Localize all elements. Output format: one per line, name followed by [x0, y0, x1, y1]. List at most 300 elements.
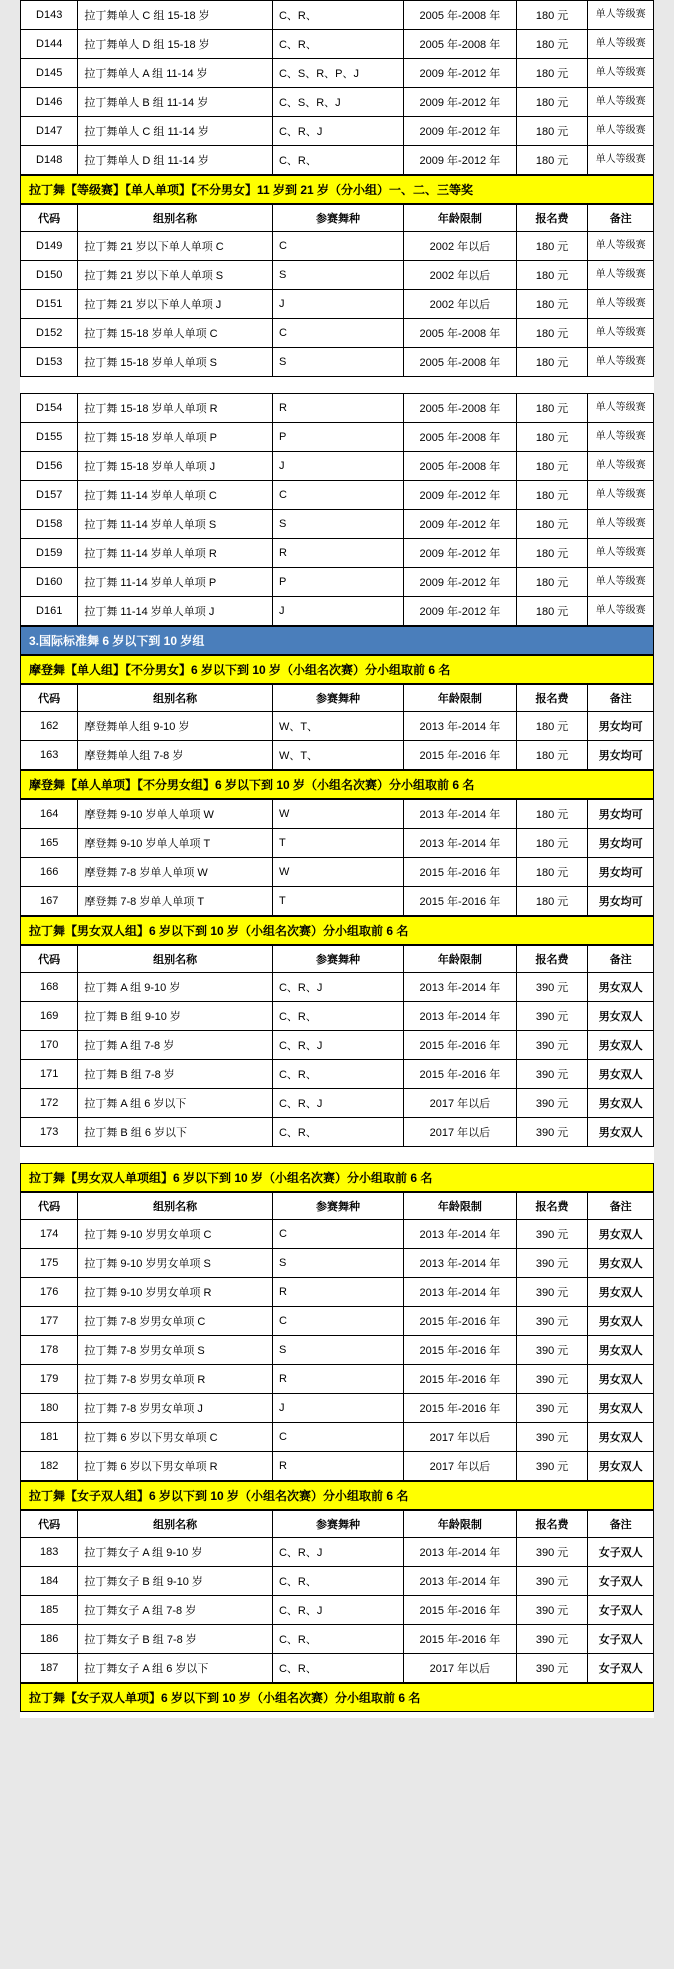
cell-name: 拉丁舞女子 A 组 7-8 岁 [78, 1596, 273, 1625]
cell-code: D159 [21, 539, 78, 568]
table-row [21, 1002, 654, 1031]
cell-code: D154 [21, 394, 78, 423]
col-dance: 参赛舞种 [272, 1193, 403, 1220]
cell-fee: 390 元 [516, 1365, 588, 1394]
table-header-row [21, 946, 654, 973]
cell-name: 拉丁舞 9-10 岁男女单项 R [78, 1278, 273, 1307]
cell-fee: 180 元 [516, 568, 588, 597]
cell-age: 2017 年以后 [404, 1452, 517, 1481]
table-row [21, 1452, 654, 1481]
cell-code: D143 [21, 1, 78, 30]
col-code: 代码 [21, 1193, 78, 1220]
cell-name: 拉丁舞 9-10 岁男女单项 S [78, 1249, 273, 1278]
cell-note: 单人等级赛 [588, 423, 654, 452]
banner-text: 摩登舞【单人单项】【不分男女组】6 岁以下到 10 岁（小组名次赛）分小组取前 6 名 [21, 771, 654, 799]
table-row [21, 1423, 654, 1452]
cell-code: 174 [21, 1220, 78, 1249]
cell-fee: 390 元 [516, 1452, 588, 1481]
cell-name: 拉丁舞 A 组 6 岁以下 [78, 1089, 273, 1118]
table-row [21, 568, 654, 597]
cell-age: 2005 年-2008 年 [404, 348, 517, 377]
cell-age: 2009 年-2012 年 [404, 481, 517, 510]
cell-code: D150 [21, 261, 78, 290]
table-latin-pair [20, 945, 654, 1147]
cell-code: D149 [21, 232, 78, 261]
banner-latin-grade-single [20, 175, 654, 204]
col-note: 备注 [588, 205, 654, 232]
cell-name: 拉丁舞 15-18 岁单人单项 S [78, 348, 273, 377]
col-note: 备注 [588, 1511, 654, 1538]
cell-note: 女子双人 [588, 1625, 654, 1654]
section-title-bar [20, 626, 654, 655]
cell-fee: 180 元 [516, 858, 588, 887]
cell-note: 单人等级赛 [588, 510, 654, 539]
cell-fee: 390 元 [516, 1394, 588, 1423]
cell-name: 拉丁舞单人 A 组 11-14 岁 [78, 59, 273, 88]
cell-name: 拉丁舞 15-18 岁单人单项 R [78, 394, 273, 423]
table-row [21, 858, 654, 887]
cell-name: 摩登舞单人组 9-10 岁 [78, 712, 273, 741]
col-code: 代码 [21, 946, 78, 973]
cell-dance: C [272, 1423, 403, 1452]
table-row [21, 232, 654, 261]
cell-code: 176 [21, 1278, 78, 1307]
table-header-row [21, 1511, 654, 1538]
cell-name: 拉丁舞女子 A 组 9-10 岁 [78, 1538, 273, 1567]
cell-age: 2015 年-2016 年 [404, 1307, 517, 1336]
cell-code: 182 [21, 1452, 78, 1481]
cell-code: D145 [21, 59, 78, 88]
cell-dance: C、R、 [272, 1654, 403, 1683]
cell-name: 拉丁舞 7-8 岁男女单项 J [78, 1394, 273, 1423]
cell-note: 男女均可 [588, 741, 654, 770]
banner-latin-female [20, 1481, 654, 1510]
table-row [21, 1336, 654, 1365]
cell-code: D160 [21, 568, 78, 597]
cell-dance: C [272, 1307, 403, 1336]
cell-note: 女子双人 [588, 1654, 654, 1683]
table-modern-group [20, 684, 654, 770]
cell-note: 单人等级赛 [588, 1, 654, 30]
col-name: 组别名称 [78, 1193, 273, 1220]
table-row [21, 1249, 654, 1278]
banner-text: 拉丁舞【男女双人单项组】6 岁以下到 10 岁（小组名次赛）分小组取前 6 名 [21, 1164, 654, 1192]
cell-dance: P [272, 568, 403, 597]
table-row [21, 1567, 654, 1596]
cell-fee: 180 元 [516, 481, 588, 510]
cell-name: 拉丁舞 7-8 岁男女单项 S [78, 1336, 273, 1365]
cell-fee: 390 元 [516, 1278, 588, 1307]
cell-name: 拉丁舞 21 岁以下单人单项 C [78, 232, 273, 261]
cell-note: 男女均可 [588, 800, 654, 829]
cell-dance: C、R、 [272, 1, 403, 30]
cell-code: 166 [21, 858, 78, 887]
cell-name: 拉丁舞 6 岁以下男女单项 R [78, 1452, 273, 1481]
cell-fee: 390 元 [516, 1654, 588, 1683]
banner-text: 拉丁舞【男女双人组】6 岁以下到 10 岁（小组名次赛）分小组取前 6 名 [21, 917, 654, 945]
cell-age: 2009 年-2012 年 [404, 59, 517, 88]
cell-dance: R [272, 1278, 403, 1307]
cell-name: 拉丁舞 11-14 岁单人单项 J [78, 597, 273, 626]
cell-fee: 390 元 [516, 1118, 588, 1147]
table-single-b [20, 393, 654, 626]
cell-age: 2015 年-2016 年 [404, 858, 517, 887]
cell-fee: 390 元 [516, 1538, 588, 1567]
table-row [21, 1307, 654, 1336]
cell-dance: C、R、 [272, 1625, 403, 1654]
cell-fee: 390 元 [516, 1423, 588, 1452]
cell-note: 单人等级赛 [588, 319, 654, 348]
banner-modern-group [20, 655, 654, 684]
col-age: 年龄限制 [404, 685, 517, 712]
cell-age: 2009 年-2012 年 [404, 597, 517, 626]
cell-dance: W、T、 [272, 712, 403, 741]
cell-age: 2009 年-2012 年 [404, 568, 517, 597]
cell-name: 拉丁舞 A 组 7-8 岁 [78, 1031, 273, 1060]
cell-fee: 180 元 [516, 348, 588, 377]
cell-dance: C、R、J [272, 1089, 403, 1118]
cell-dance: C、R、J [272, 973, 403, 1002]
table-row [21, 1118, 654, 1147]
table-row [21, 741, 654, 770]
col-code: 代码 [21, 205, 78, 232]
cell-age: 2013 年-2014 年 [404, 1249, 517, 1278]
cell-name: 拉丁舞 15-18 岁单人单项 P [78, 423, 273, 452]
col-code: 代码 [21, 685, 78, 712]
cell-name: 拉丁舞 15-18 岁单人单项 C [78, 319, 273, 348]
cell-fee: 390 元 [516, 1625, 588, 1654]
cell-name: 拉丁舞单人 C 组 11-14 岁 [78, 117, 273, 146]
cell-note: 男女均可 [588, 858, 654, 887]
cell-dance: S [272, 510, 403, 539]
cell-age: 2013 年-2014 年 [404, 1538, 517, 1567]
col-note: 备注 [588, 685, 654, 712]
cell-name: 拉丁舞 9-10 岁男女单项 C [78, 1220, 273, 1249]
table-row [21, 887, 654, 916]
cell-code: 167 [21, 887, 78, 916]
cell-name: 拉丁舞 7-8 岁男女单项 C [78, 1307, 273, 1336]
cell-code: D151 [21, 290, 78, 319]
cell-note: 单人等级赛 [588, 348, 654, 377]
table-row [21, 1365, 654, 1394]
cell-code: 175 [21, 1249, 78, 1278]
cell-fee: 180 元 [516, 597, 588, 626]
cell-dance: R [272, 1452, 403, 1481]
cell-note: 男女双人 [588, 1336, 654, 1365]
cell-code: 183 [21, 1538, 78, 1567]
cell-code: 184 [21, 1567, 78, 1596]
col-fee: 报名费 [516, 685, 588, 712]
cell-code: 185 [21, 1596, 78, 1625]
cell-name: 拉丁舞 A 组 9-10 岁 [78, 973, 273, 1002]
cell-name: 拉丁舞 11-14 岁单人单项 R [78, 539, 273, 568]
cell-fee: 390 元 [516, 1567, 588, 1596]
table-row [21, 452, 654, 481]
cell-dance: C、S、R、P、J [272, 59, 403, 88]
cell-dance: J [272, 452, 403, 481]
table-header-row [21, 685, 654, 712]
table-row [21, 59, 654, 88]
cell-dance: R [272, 539, 403, 568]
spacer-table [20, 377, 654, 393]
cell-dance: J [272, 1394, 403, 1423]
cell-note: 单人等级赛 [588, 568, 654, 597]
cell-note: 男女双人 [588, 1423, 654, 1452]
table-row [21, 88, 654, 117]
table-single-a [20, 204, 654, 377]
cell-dance: C [272, 232, 403, 261]
col-fee: 报名费 [516, 1511, 588, 1538]
cell-fee: 180 元 [516, 30, 588, 59]
col-age: 年龄限制 [404, 1193, 517, 1220]
cell-code: 186 [21, 1625, 78, 1654]
cell-note: 男女双人 [588, 973, 654, 1002]
cell-name: 拉丁舞 B 组 9-10 岁 [78, 1002, 273, 1031]
col-dance: 参赛舞种 [272, 946, 403, 973]
col-fee: 报名费 [516, 1193, 588, 1220]
cell-code: 172 [21, 1089, 78, 1118]
banner-latin-pair [20, 916, 654, 945]
cell-name: 拉丁舞女子 B 组 9-10 岁 [78, 1567, 273, 1596]
cell-fee: 180 元 [516, 1, 588, 30]
table-row [21, 1394, 654, 1423]
cell-age: 2009 年-2012 年 [404, 88, 517, 117]
col-dance: 参赛舞种 [272, 205, 403, 232]
cell-age: 2005 年-2008 年 [404, 452, 517, 481]
spacer-cell [20, 1147, 654, 1163]
cell-name: 拉丁舞 6 岁以下男女单项 C [78, 1423, 273, 1452]
banner-text: 拉丁舞【女子双人单项】6 岁以下到 10 岁（小组名次赛）分小组取前 6 名 [21, 1684, 654, 1712]
cell-code: D156 [21, 452, 78, 481]
cell-dance: C、R、 [272, 30, 403, 59]
cell-note: 单人等级赛 [588, 30, 654, 59]
cell-fee: 180 元 [516, 261, 588, 290]
cell-fee: 390 元 [516, 1220, 588, 1249]
cell-note: 单人等级赛 [588, 539, 654, 568]
cell-note: 男女双人 [588, 1249, 654, 1278]
cell-fee: 180 元 [516, 319, 588, 348]
cell-age: 2015 年-2016 年 [404, 1336, 517, 1365]
cell-note: 男女双人 [588, 1002, 654, 1031]
table-row [21, 1625, 654, 1654]
col-age: 年龄限制 [404, 1511, 517, 1538]
col-age: 年龄限制 [404, 946, 517, 973]
cell-age: 2013 年-2014 年 [404, 1220, 517, 1249]
cell-note: 男女双人 [588, 1452, 654, 1481]
section-title: 3.国际标准舞 6 岁以下到 10 岁组 [21, 627, 654, 655]
table-row [21, 973, 654, 1002]
cell-fee: 180 元 [516, 741, 588, 770]
cell-dance: C [272, 319, 403, 348]
cell-name: 拉丁舞 15-18 岁单人单项 J [78, 452, 273, 481]
cell-name: 拉丁舞单人 B 组 11-14 岁 [78, 88, 273, 117]
cell-fee: 390 元 [516, 1031, 588, 1060]
cell-age: 2005 年-2008 年 [404, 394, 517, 423]
banner-modern-single [20, 770, 654, 799]
cell-note: 单人等级赛 [588, 232, 654, 261]
cell-fee: 180 元 [516, 452, 588, 481]
cell-note: 男女双人 [588, 1365, 654, 1394]
cell-code: D148 [21, 146, 78, 175]
cell-code: 177 [21, 1307, 78, 1336]
table-row [21, 394, 654, 423]
cell-fee: 390 元 [516, 1089, 588, 1118]
cell-note: 男女均可 [588, 887, 654, 916]
banner-text: 摩登舞【单人组】【不分男女】6 岁以下到 10 岁（小组名次赛）分小组取前 6 名 [21, 656, 654, 684]
cell-fee: 180 元 [516, 146, 588, 175]
cell-fee: 390 元 [516, 1336, 588, 1365]
cell-dance: C、R、J [272, 1538, 403, 1567]
cell-age: 2013 年-2014 年 [404, 712, 517, 741]
cell-note: 女子双人 [588, 1596, 654, 1625]
table-row [21, 348, 654, 377]
cell-age: 2015 年-2016 年 [404, 741, 517, 770]
cell-age: 2002 年以后 [404, 290, 517, 319]
cell-fee: 180 元 [516, 394, 588, 423]
cell-age: 2015 年-2016 年 [404, 1596, 517, 1625]
cell-age: 2013 年-2014 年 [404, 1278, 517, 1307]
cell-dance: C [272, 1220, 403, 1249]
cell-fee: 390 元 [516, 1249, 588, 1278]
col-name: 组别名称 [78, 1511, 273, 1538]
cell-note: 男女双人 [588, 1220, 654, 1249]
cell-code: D144 [21, 30, 78, 59]
cell-code: D152 [21, 319, 78, 348]
col-fee: 报名费 [516, 946, 588, 973]
cell-fee: 390 元 [516, 1002, 588, 1031]
table-row [21, 1031, 654, 1060]
cell-age: 2013 年-2014 年 [404, 1002, 517, 1031]
col-dance: 参赛舞种 [272, 1511, 403, 1538]
cell-fee: 180 元 [516, 290, 588, 319]
table-row [21, 1220, 654, 1249]
cell-name: 摩登舞 7-8 岁单人单项 W [78, 858, 273, 887]
cell-note: 单人等级赛 [588, 452, 654, 481]
spacer-cell [20, 377, 654, 393]
cell-age: 2005 年-2008 年 [404, 423, 517, 452]
cell-fee: 180 元 [516, 712, 588, 741]
cell-note: 单人等级赛 [588, 290, 654, 319]
cell-age: 2013 年-2014 年 [404, 973, 517, 1002]
cell-note: 女子双人 [588, 1538, 654, 1567]
cell-code: D155 [21, 423, 78, 452]
cell-code: D146 [21, 88, 78, 117]
cell-age: 2015 年-2016 年 [404, 1031, 517, 1060]
cell-dance: C、R、 [272, 1060, 403, 1089]
col-note: 备注 [588, 946, 654, 973]
cell-dance: C、R、 [272, 1567, 403, 1596]
cell-dance: C [272, 481, 403, 510]
cell-fee: 180 元 [516, 887, 588, 916]
cell-age: 2013 年-2014 年 [404, 829, 517, 858]
col-note: 备注 [588, 1193, 654, 1220]
cell-code: D161 [21, 597, 78, 626]
cell-code: 181 [21, 1423, 78, 1452]
cell-dance: W、T、 [272, 741, 403, 770]
cell-code: 171 [21, 1060, 78, 1089]
col-dance: 参赛舞种 [272, 685, 403, 712]
cell-dance: S [272, 1336, 403, 1365]
cell-name: 拉丁舞 11-14 岁单人单项 P [78, 568, 273, 597]
cell-fee: 180 元 [516, 539, 588, 568]
cell-note: 男女双人 [588, 1278, 654, 1307]
cell-dance: C、R、 [272, 1118, 403, 1147]
table-row [21, 1089, 654, 1118]
table-row [21, 1, 654, 30]
cell-code: D147 [21, 117, 78, 146]
banner-latin-pair-single [20, 1163, 654, 1192]
cell-age: 2005 年-2008 年 [404, 30, 517, 59]
cell-name: 摩登舞单人组 7-8 岁 [78, 741, 273, 770]
cell-dance: C、R、 [272, 146, 403, 175]
cell-note: 男女双人 [588, 1060, 654, 1089]
cell-name: 拉丁舞 11-14 岁单人单项 C [78, 481, 273, 510]
cell-name: 拉丁舞 7-8 岁男女单项 R [78, 1365, 273, 1394]
table-row [21, 539, 654, 568]
cell-dance: J [272, 597, 403, 626]
cell-fee: 180 元 [516, 423, 588, 452]
cell-dance: S [272, 261, 403, 290]
cell-age: 2013 年-2014 年 [404, 800, 517, 829]
cell-note: 男女双人 [588, 1307, 654, 1336]
cell-name: 摩登舞 7-8 岁单人单项 T [78, 887, 273, 916]
banner-latin-female-single [20, 1683, 654, 1712]
cell-dance: C、R、 [272, 1002, 403, 1031]
cell-note: 女子双人 [588, 1567, 654, 1596]
table-latin-female [20, 1510, 654, 1683]
cell-dance: T [272, 829, 403, 858]
cell-fee: 180 元 [516, 232, 588, 261]
table-row [21, 1538, 654, 1567]
cell-dance: C、R、J [272, 1596, 403, 1625]
col-fee: 报名费 [516, 205, 588, 232]
cell-age: 2009 年-2012 年 [404, 117, 517, 146]
table-top-rows [20, 0, 654, 175]
cell-age: 2005 年-2008 年 [404, 1, 517, 30]
cell-fee: 390 元 [516, 1307, 588, 1336]
cell-dance: C、R、J [272, 117, 403, 146]
cell-name: 拉丁舞单人 C 组 15-18 岁 [78, 1, 273, 30]
cell-note: 单人等级赛 [588, 88, 654, 117]
cell-fee: 180 元 [516, 510, 588, 539]
cell-note: 男女均可 [588, 712, 654, 741]
cell-note: 男女双人 [588, 1394, 654, 1423]
cell-note: 男女双人 [588, 1089, 654, 1118]
cell-age: 2015 年-2016 年 [404, 1365, 517, 1394]
cell-note: 单人等级赛 [588, 481, 654, 510]
cell-name: 拉丁舞 B 组 7-8 岁 [78, 1060, 273, 1089]
cell-name: 摩登舞 9-10 岁单人单项 T [78, 829, 273, 858]
cell-code: 173 [21, 1118, 78, 1147]
cell-fee: 180 元 [516, 59, 588, 88]
cell-age: 2005 年-2008 年 [404, 319, 517, 348]
cell-dance: P [272, 423, 403, 452]
cell-code: D153 [21, 348, 78, 377]
cell-code: D158 [21, 510, 78, 539]
cell-note: 男女双人 [588, 1031, 654, 1060]
table-row [21, 1596, 654, 1625]
col-age: 年龄限制 [404, 205, 517, 232]
cell-age: 2015 年-2016 年 [404, 1625, 517, 1654]
table-row [21, 712, 654, 741]
table-row [21, 829, 654, 858]
cell-note: 单人等级赛 [588, 117, 654, 146]
cell-code: 169 [21, 1002, 78, 1031]
cell-code: 180 [21, 1394, 78, 1423]
cell-code: 170 [21, 1031, 78, 1060]
cell-age: 2015 年-2016 年 [404, 1394, 517, 1423]
spacer-table-2 [20, 1147, 654, 1163]
